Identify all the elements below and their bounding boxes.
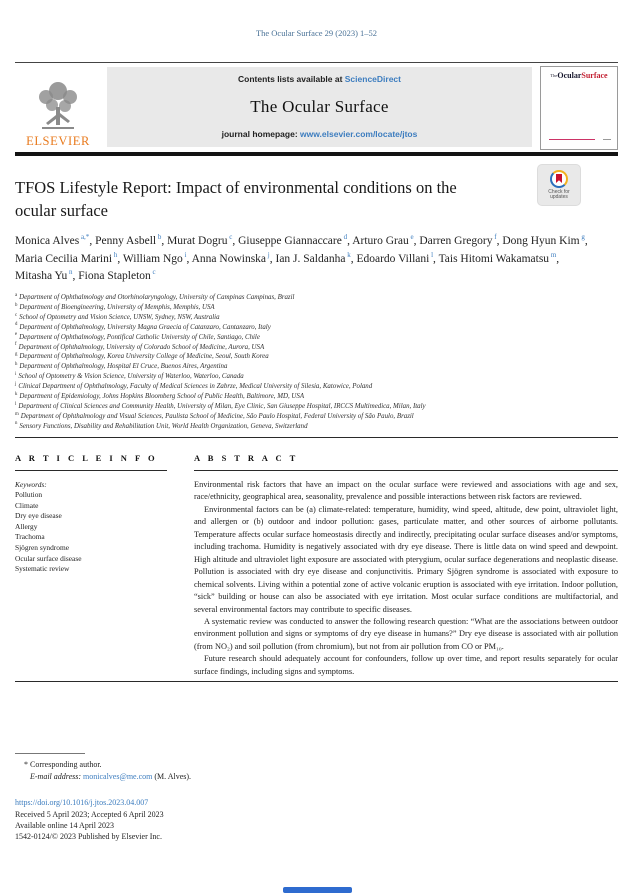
author-name: Monica Alves $^{a,*}$	[15, 233, 90, 247]
keyword-item: Trachoma	[15, 532, 45, 542]
author-affiliation-sup: m	[549, 250, 557, 259]
author-affiliation-sup: e	[408, 233, 414, 242]
affiliation-line: $^d$ Department of Ophthalmology, University Magna Graecia of Catanzaro, Cantanzaro, Italy	[15, 322, 271, 331]
author-affiliation-sup: n	[67, 268, 73, 277]
abstract-heading: A B S T R A C T	[194, 453, 299, 463]
affiliation-line: $^f$ Department of Ophthalmology, University of Colorado School of Medicine, Aurora, USA	[15, 342, 265, 351]
author-affiliation-sup: b	[156, 233, 162, 242]
affiliation-line: $^a$ Department of Ophthalmology and Otorhinolaryngology, University of Campinas Campinas, Brazil	[15, 292, 295, 301]
masthead	[15, 62, 618, 151]
keywords-label: Keywords:	[15, 480, 47, 489]
email-label: E-mail address:	[30, 772, 82, 781]
check-for-updates-badge[interactable]	[538, 165, 580, 205]
badge-line2: updates	[550, 194, 568, 200]
bottom-indicator-bar	[283, 887, 352, 893]
author-affiliation-sup: d	[341, 233, 348, 242]
doi-link	[15, 798, 148, 807]
title-row	[15, 176, 618, 222]
received-accepted-dates: Received 5 April 2023; Accepted 6 April 2023	[15, 810, 164, 819]
elsevier-wordmark: ELSEVIER	[26, 134, 90, 148]
author-name: Edoardo Villani $^l$	[356, 250, 434, 265]
affiliation-line: $^b$ Department of Bioengineering, University of Memphis, Memphis, USA	[15, 302, 215, 311]
journal-citation: The Ocular Surface 29 (2023) 1–52	[255, 28, 378, 38]
affiliation-line: $^g$ Department of Ophthalmology, Korea University College of Medicine, Seoul, South Korea	[15, 352, 269, 361]
doi-url[interactable]: https://doi.org/10.1016/j.jtos.2023.04.007	[15, 798, 149, 807]
keyword-item: Allergy	[15, 521, 38, 531]
author-name: Penny Asbell $^b$	[95, 233, 162, 247]
author-name: William Ngo $^i$	[122, 250, 187, 265]
author-name: Darren Gregory $^f$	[419, 233, 497, 247]
author-name: Anna Nowinska $^j$	[191, 250, 270, 265]
keyword-item: Climate	[15, 500, 39, 510]
journal-cover-thumbnail	[540, 66, 618, 150]
keyword-item: Systematic review	[15, 564, 70, 574]
email-line	[30, 772, 191, 781]
abstract-paragraph: A systematic review was conducted to answer the following research question: “What are the associations between outdoor environment pollution and signs or symptoms of dry eye disease in humans?” Dry eye disease is associated with air pollution (from NO₂) and soil pollution (from chromium), but not from air pollution from CO or PM₁₀.	[194, 616, 618, 651]
homepage-label: journal homepage:	[221, 129, 301, 139]
homepage-url-link[interactable]: www.elsevier.com/locate/jtos	[300, 129, 418, 139]
author-affiliation-sup: h	[112, 250, 118, 259]
authors-line: Monica Alves $^{a,*}$, Penny Asbell $^b$, Murat Dogru $^c$, Giuseppe Giannaccare $^d$, Arturo Grau $^e$, Darren Gregory $^f$, Dong Hyun Kim $^g$, Maria Cecilia Marini $^h$, William Ngo $^i$, Anna Nowinska $^j$, Ian J. Saldanha $^k$, Edoardo Villani $^l$, Tais Hitomi Wakamatsu $^m$, Mitasha Yu $^n$, Fiona Stapleton $^c$	[15, 233, 588, 282]
author-affiliation-sup: k	[345, 250, 351, 259]
email-link[interactable]: monicalves@me.com	[83, 772, 153, 781]
info-abstract-section	[15, 437, 618, 682]
affiliations-list	[15, 293, 615, 432]
cover-logo	[541, 71, 617, 80]
author-name: Fiona Stapleton $^c$	[78, 268, 156, 282]
masthead-center	[107, 67, 532, 147]
author-name: Dong Hyun Kim $^g$	[502, 233, 585, 247]
crossmark-icon	[550, 170, 568, 188]
journal-title: The Ocular Surface	[250, 96, 389, 116]
cover-red-line	[549, 139, 595, 140]
contents-line	[238, 74, 401, 84]
affiliation-line: $^e$ Department of Ophthalmology, Pontifical Catholic University of Chile, Santiago, Chile	[15, 332, 260, 341]
author-affiliation-sup: g	[579, 233, 585, 242]
badge-line1: Check for	[548, 188, 570, 195]
abstract-paragraph: Environmental factors can be (a) climate-related: temperature, humidity, wind speed, altitude, dew point, ultraviolet light, and allergen or (b) outdoor and indoor pollution: gases, particulate matter, and other sources of airborne pollutants. Temperature affects ocular surface homeostasis directly and indirectly, precipitating ocular surface diseases and/or symptoms, including trachoma. Humidity is negatively associated with dry eye disease. There is little data on wind speed and dewpoint. High altitude and ultraviolet light exposure are associated with pterygium, ocular surface degenerations and neoplastic disease. Pollution is associated with dry eye disease and conjunctivitis. Primary Sjögren syndrome is associated with exposure to chemical solvents. Living within a potential zone of active volcanic eruption is associated with eye irritation. Indoor pollution, “sick” building or house can also be associated with eye irritation. Most ocular surface conditions are multifactorial, and several environmental factors may contribute to specific diseases.	[194, 504, 618, 614]
affiliation-line: $^c$ School of Optometry and Vision Science, UNSW, Sydney, NSW, Australia	[15, 312, 220, 321]
check-updates-label	[548, 190, 569, 201]
bookmark-icon	[556, 174, 562, 183]
abstract-column	[194, 453, 618, 681]
contents-prefix: Contents lists available at	[238, 74, 345, 84]
elsevier-logo	[15, 63, 101, 151]
keyword-item: Dry eye disease	[15, 511, 62, 521]
author-name: Tais Hitomi Wakamatsu $^m$	[438, 250, 557, 265]
affiliation-line: $^j$ Clinical Department of Ophthalmology, Faculty of Medical Sciences in Zabrze, Medical University of Silesia, Katowice, Poland	[15, 381, 373, 391]
author-name: Giuseppe Giannaccare $^d$	[238, 233, 348, 247]
abstract-body	[194, 479, 618, 678]
cover-word-ocular: Ocular	[557, 71, 582, 80]
homepage-line	[222, 129, 418, 139]
keyword-item: Sjögren syndrome	[15, 542, 69, 552]
author-affiliation-sup: f	[492, 233, 497, 242]
author-name: Murat Dogru $^c$	[167, 233, 233, 247]
article-info-rule	[15, 470, 167, 471]
cover-mark	[603, 139, 611, 140]
corresponding-author-note: * Corresponding author.	[24, 760, 102, 769]
keyword-item: Pollution	[15, 490, 43, 499]
keyword-item: Ocular surface disease	[15, 553, 82, 563]
affiliation-line: $^l$ Department of Clinical Sciences and Community Health, University of Milan, Eye Clinic, San Giuseppe Hospital, IRCCS Multimedica, Milan, Italy	[15, 401, 426, 410]
author-name: Ian J. Saldanha $^k$	[275, 250, 351, 265]
email-suffix: (M. Alves).	[152, 772, 192, 781]
sciencedirect-link[interactable]: ScienceDirect	[344, 74, 401, 84]
author-name: Maria Cecilia Marini $^h$	[15, 250, 118, 265]
author-affiliation-sup: a,*	[79, 233, 90, 242]
affiliation-line: $^h$ Department of Ophthalmology, Hospital El Cruce, Buenos Aires, Argentina	[15, 362, 228, 371]
author-affiliation-sup: c	[227, 233, 233, 242]
author-affiliation-sup: j	[266, 250, 270, 259]
elsevier-tree-icon	[32, 77, 84, 133]
cover-the: The	[550, 73, 558, 78]
abstract-rule	[194, 470, 618, 471]
cover-word-surface: Surface	[581, 71, 608, 80]
affiliation-line: $^n$ Sensory Functions, Disability and Rehabilitation Unit, World Health Organization, Geneva, Switzerland	[15, 421, 308, 430]
affiliation-line: $^k$ Department of Epidemiology, Johns Hopkins Bloomberg School of Public Health, Baltimore, MD, USA	[15, 391, 305, 401]
abstract-paragraph: Environmental risk factors that have an impact on the ocular surface were reviewed and associations with age and sex, race/ethnicity, geographical area, seasonality, prevalence and possible interactions between risk factors are reviewed.	[194, 480, 618, 502]
author-name: Mitasha Yu $^n$	[15, 268, 73, 282]
keywords-list	[15, 490, 167, 575]
available-online-date: Available online 14 April 2023	[15, 821, 114, 830]
issn-copyright: 1542-0124/© 2023 Published by Elsevier Inc.	[15, 832, 162, 841]
abstract-paragraph: Future research should adequately account for confounders, follow up over time, and report results separately for ocular surface findings, including signs and symptoms.	[194, 654, 618, 676]
footnote-rule	[15, 753, 85, 754]
author-affiliation-sup: c	[150, 268, 156, 277]
article-info-column	[15, 453, 167, 681]
author-name: Arturo Grau $^e$	[352, 233, 414, 247]
affiliation-line: $^i$ School of Optometry & Vision Science, University of Waterloo, Waterloo, Canada	[15, 371, 244, 381]
article-title: TFOS Lifestyle Report: Impact of environmental conditions on the ocular surface	[15, 178, 457, 220]
author-affiliation-sup: i	[182, 250, 187, 259]
author-affiliation-sup: l	[429, 250, 434, 259]
masthead-bottom-rule	[15, 152, 618, 156]
affiliation-line: $^m$ Department of Ophthalmology and Visual Sciences, Paulista School of Medicine, São Paulo Hospital, Federal University of São Paulo, Brazil	[15, 411, 414, 420]
article-info-heading: A R T I C L E I N F O	[15, 453, 158, 463]
